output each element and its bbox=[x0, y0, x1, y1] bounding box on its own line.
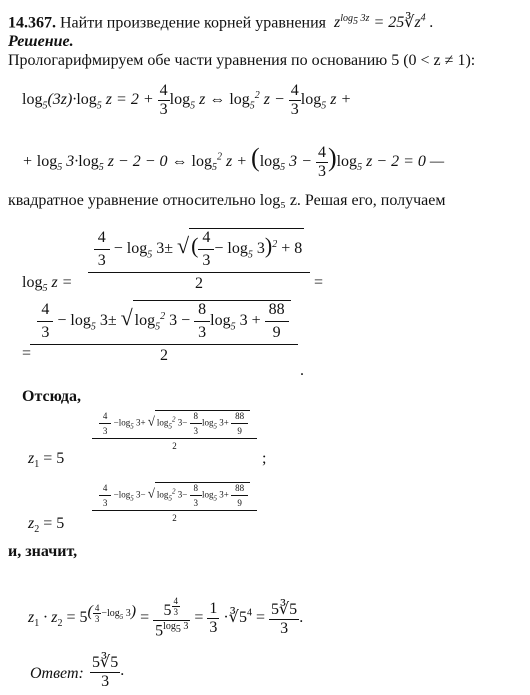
intro-text: Прологарифмируем обе части уравнения по основанию 5 (0 < z ≠ 1): bbox=[8, 52, 476, 69]
step2-equation: + $\log_5 3\cdot\log_5$ z − 2 − 0 ⇔ $\log_5^2 z + (\log_5$ 3 − $\frac{4}{3}$ )$\log_5$ z − 2 = 0 — bbox=[22, 143, 445, 180]
root-period: . bbox=[300, 362, 304, 379]
z1-base: $z_1 = 5$ bbox=[28, 450, 65, 471]
z2-exponent: $\frac{4}{3}$ $-\log_5$ 3− √ $\log_5^2 3-$ $\frac{8}{3}$ $\log_5 3+$ $\frac{88}{9}$ 2 bbox=[92, 482, 257, 523]
root-lhs: $\log_5 z$ = bbox=[22, 274, 73, 295]
therefore-text: и, значит, bbox=[8, 543, 78, 560]
z1-exponent: $\frac{4}{3}$ $-\log_5$ 3+ √ $\log_5^2 3-$ $\frac{8}{3}$ $\log_5 3+$ $\frac{88}{9}$ 2 bbox=[92, 410, 257, 451]
root-formula-2: $\frac{4}{3}$ − $\log_5 3\pm$ √ $\log_5^2 3$ − $\frac{8}{3}$ $\log_5 3$ + $\frac{88}{9}$ 2 bbox=[30, 300, 298, 365]
problem-equation: $z^{log_5 3z}$ = $25∛z^4$ . bbox=[334, 13, 434, 32]
problem-header bbox=[8, 10, 434, 32]
step1-equation: $\log_5(3z)\cdot\log_5$ z = 2 + $\frac{4}{3}$ $\log_5 z$ ⇔ $\log_5^2 z$ − $\frac{4}{3}$ $\log_5 z$ + bbox=[22, 82, 352, 118]
solution-label: Решение. bbox=[8, 33, 74, 50]
answer-value: $\frac{5∛5}{3}$ . bbox=[92, 654, 125, 690]
root-formula-1: $\frac{4}{3}$ − $\log_5 3\pm$ √( $\frac{4}{3}$ − $\log_5 3)^2 + 8$ 2 bbox=[88, 228, 310, 293]
z2-base: $z_2 = 5$ bbox=[28, 515, 65, 536]
answer-label: Ответ: bbox=[30, 665, 84, 682]
product-equation: $z_1 \cdot z_2 = 5^{( \frac{4}{3} -log_5 3)}$ = 5 $^{\frac{4}{3}}$ $5^{log_5 3}$ = $\frac{1}{3}$ $\cdot∛5^4$ = $\frac{5∛5}{3}$ . bbox=[28, 596, 304, 640]
quadratic-text: квадратное уравнение относительно log₅ z. Решая его, получаем bbox=[8, 192, 446, 209]
z1-semicolon: ; bbox=[262, 450, 267, 467]
hence-text: Отсюда, bbox=[22, 388, 82, 405]
root-eq-sign: = bbox=[314, 274, 324, 291]
problem-statement: Найти произведение корней уравнения bbox=[60, 14, 327, 32]
problem-number: 14.367. bbox=[8, 14, 56, 32]
root-eq-sign-2: = bbox=[22, 345, 32, 362]
